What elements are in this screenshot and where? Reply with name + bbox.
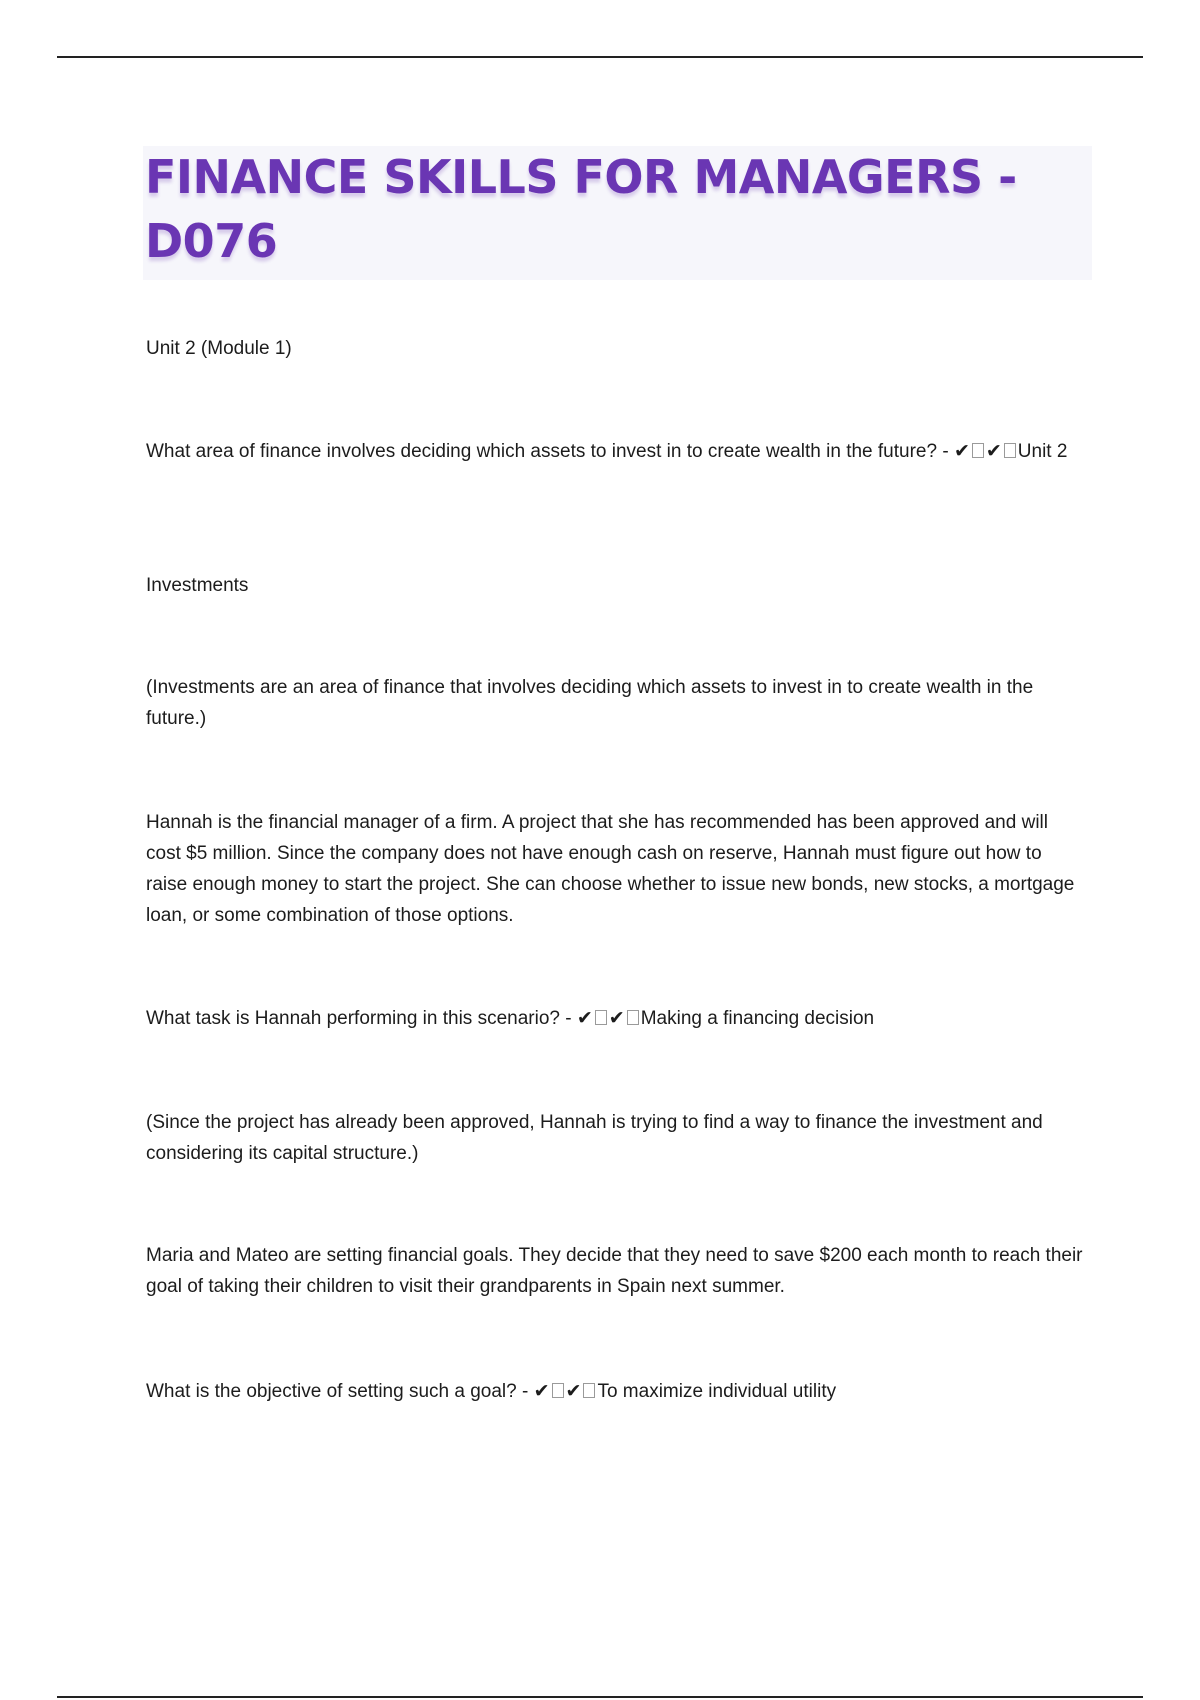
check-mark-icon: ✔	[576, 1007, 593, 1029]
check-mark-icon: ✔	[985, 440, 1002, 462]
explanation-paragraph: (Since the project has already been approved, Hannah is trying to find a way to finance the investment and considering its capital structure.)	[146, 1112, 1043, 1164]
explanation-paragraph: (Investments are an area of finance that involves deciding which assets to invest in to create wealth in the future.)	[146, 677, 1034, 729]
question-text: What is the objective of setting such a goal? -	[146, 1381, 534, 1402]
box-glyph-icon	[552, 1383, 564, 1398]
scenario-paragraph: Maria and Mateo are setting financial goals. They decide that they need to save $200 each month to reach their goal of taking their children to visit their grandparents in Spain next summer.	[146, 1245, 1083, 1297]
section-heading: Unit 2 (Module 1)	[146, 338, 292, 359]
box-glyph-icon	[627, 1010, 639, 1025]
top-rule	[57, 56, 1143, 58]
answer-text: Making a financing decision	[640, 1008, 875, 1029]
document-title: FINANCE SKILLS FOR MANAGERS - D076	[145, 150, 1017, 268]
check-mark-icon: ✔	[608, 1007, 625, 1029]
box-glyph-icon	[583, 1383, 595, 1398]
check-mark-icon: ✔	[533, 1380, 550, 1402]
bottom-rule	[57, 1696, 1143, 1698]
box-glyph-icon	[1004, 443, 1016, 458]
box-glyph-icon	[595, 1010, 607, 1025]
answer-text: To maximize individual utility	[597, 1381, 837, 1402]
qa-item-2	[146, 1003, 1086, 1034]
answer-line: Investments	[146, 575, 249, 596]
check-mark-icon: ✔	[953, 440, 970, 462]
question-text: What area of finance involves deciding which assets to invest in to create wealth in the future? -	[146, 441, 954, 462]
box-glyph-icon	[972, 443, 984, 458]
check-mark-icon: ✔	[565, 1380, 582, 1402]
answer-text: Unit 2	[1017, 441, 1068, 462]
question-text: What task is Hannah performing in this scenario? -	[146, 1008, 577, 1029]
scenario-paragraph: Hannah is the financial manager of a firm. A project that she has recommended has been approved and will cost $5 million. Since the company does not have enough cash on reserve, Hannah must figure out how to raise enough money to start the project. She can choose whether to issue new bonds, new stocks, a mortgage loan, or some combination of those options.	[146, 812, 1075, 926]
qa-item-3	[146, 1376, 1086, 1407]
qa-item-1	[146, 436, 1086, 467]
